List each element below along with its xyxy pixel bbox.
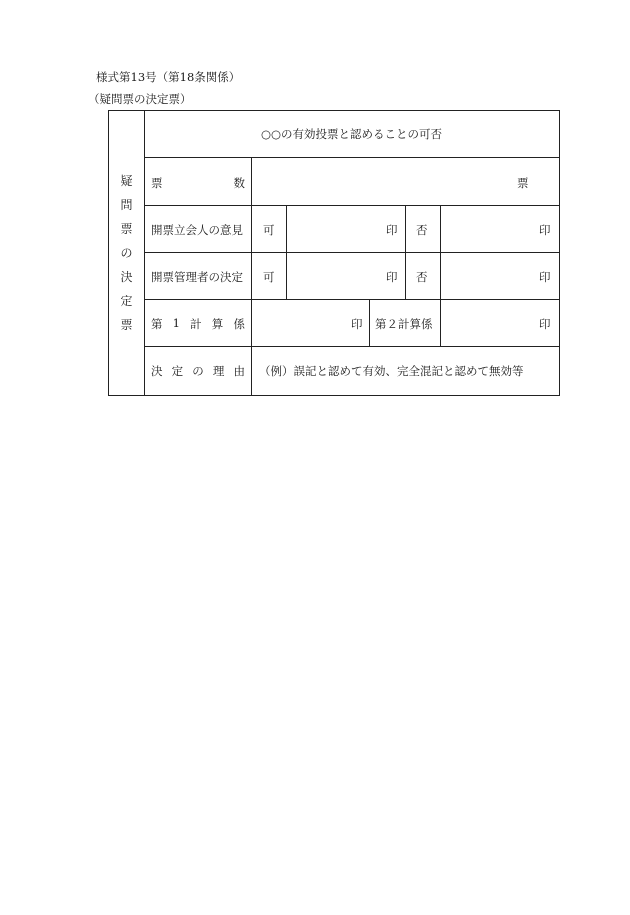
label-char: 1 bbox=[172, 316, 180, 330]
form-number: 様式第13号（第18条関係） bbox=[96, 70, 241, 84]
first-counter-seal: 印 bbox=[351, 317, 363, 331]
divider bbox=[144, 299, 559, 300]
divider bbox=[440, 205, 441, 346]
second-counter-label: 第２計算係 bbox=[375, 317, 433, 331]
validity-heading: ○○の有効投票と認めることの可否 bbox=[260, 127, 443, 141]
witness-yes-seal: 印 bbox=[386, 223, 398, 237]
manager-yes-seal: 印 bbox=[386, 270, 398, 284]
decision-reason-example: （例）誤記と認めて有効、完全混記と認めて無効等 bbox=[259, 364, 524, 378]
label-char: 理 bbox=[212, 364, 225, 378]
side-title-char: の bbox=[120, 246, 133, 260]
vote-count-label bbox=[151, 175, 245, 191]
witness-yes-label: 可 bbox=[263, 223, 275, 237]
label-char: 由 bbox=[233, 364, 245, 378]
divider bbox=[144, 252, 559, 253]
decision-form-table bbox=[108, 110, 560, 396]
divider bbox=[405, 205, 406, 299]
manager-decision-label: 開票管理者の決定 bbox=[151, 270, 243, 284]
label-char: 決 bbox=[151, 364, 163, 378]
divider bbox=[144, 205, 559, 206]
manager-no-seal: 印 bbox=[539, 270, 551, 284]
label-char: の bbox=[192, 364, 204, 378]
second-counter-seal: 印 bbox=[539, 317, 551, 331]
label-char: 第 bbox=[151, 317, 163, 331]
vote-count-unit: 票 bbox=[517, 176, 529, 190]
divider bbox=[369, 299, 370, 346]
side-title-char: 疑 bbox=[120, 174, 133, 188]
side-title-char: 票 bbox=[120, 318, 133, 332]
witness-no-label: 否 bbox=[416, 223, 428, 237]
label-char: 係 bbox=[233, 317, 245, 331]
side-title-vertical bbox=[109, 111, 144, 395]
manager-no-label: 否 bbox=[416, 270, 428, 284]
form-subtitle: （疑問票の決定票） bbox=[88, 92, 192, 106]
divider bbox=[251, 157, 252, 395]
witness-no-seal: 印 bbox=[539, 223, 551, 237]
side-title-char: 票 bbox=[120, 222, 133, 236]
divider bbox=[144, 346, 559, 347]
witness-opinion-label: 開票立会人の意見 bbox=[151, 223, 243, 237]
side-title-char: 定 bbox=[120, 294, 133, 308]
manager-yes-label: 可 bbox=[263, 270, 275, 284]
decision-reason-label bbox=[151, 363, 245, 379]
label-char: 計 bbox=[190, 317, 202, 331]
side-title-char: 決 bbox=[120, 270, 133, 284]
divider bbox=[286, 205, 287, 299]
label-char: 数 bbox=[233, 176, 245, 190]
label-char: 票 bbox=[151, 176, 163, 190]
label-char: 算 bbox=[211, 317, 224, 331]
divider bbox=[144, 157, 559, 158]
side-title-char: 問 bbox=[120, 198, 133, 212]
first-counter-label bbox=[151, 316, 245, 332]
label-char: 定 bbox=[171, 364, 184, 378]
